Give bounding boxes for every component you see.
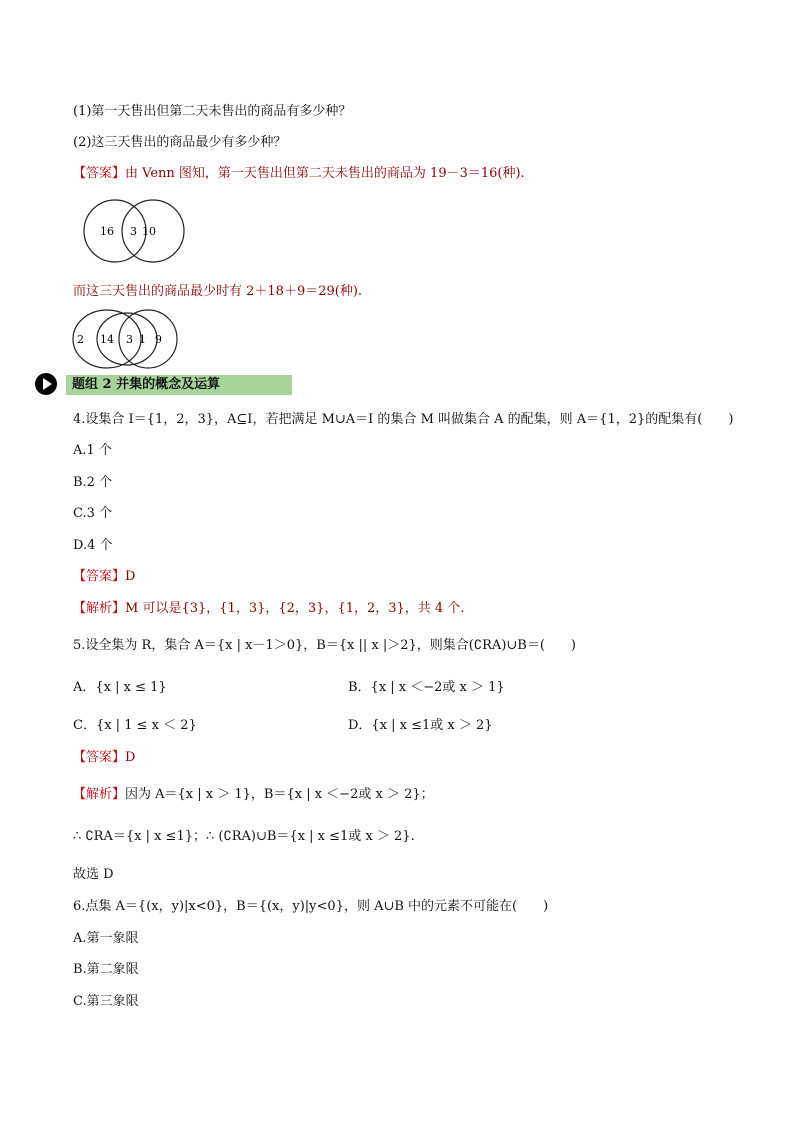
question-5-option-d: D．{x | x ≤1或 x ＞ 2} [348,718,493,733]
question-3-min-text: 而这三天售出的商品最少时有 2＋18＋9＝29(种). [73,284,363,299]
venn-diagram-2 [70,306,190,374]
question-6-option-a: A.第一象限 [73,931,139,946]
question-5-analysis-line-2: ∴ ∁RA＝{x | x ≤1}；∴ (∁RA)∪B＝{x | x ≤1或 x ＞ 2}. [73,829,415,844]
question-4-option-c: C.3 个 [73,506,113,521]
question-4-analysis [73,600,464,618]
question-5-option-a: A．{x | x ≤ 1} [73,680,167,695]
venn2-value-c: 3 [126,333,133,346]
section-header [34,372,274,398]
analysis-label: 【解析】 [73,601,126,616]
analysis-text-1: 因为 A＝{x | x ＞ 1}，B＝{x | x ＜−2或 x ＞ 2}； [125,787,434,802]
answer-label: 【答案】 [73,569,126,584]
play-circle-icon [34,372,58,396]
answer-value: D [125,750,136,765]
question-5-option-c: C．{x | 1 ≤ x ＜ 2} [73,718,197,733]
venn2-value-d: 1 [139,333,146,346]
answer-text: 由 Venn 图知，第一天售出但第二天未售出的商品为 19－3＝16(种). [125,166,525,181]
question-4-stem: 4.设集合 I＝{1，2，3}，A⊆I，若把满足 M∪A＝I 的集合 M 叫做集合 A 的配集，则 A＝{1，2}的配集有( ) [73,412,734,427]
venn2-value-b: 14 [100,333,114,346]
venn1-left-value: 16 [100,225,114,238]
answer-value: D [125,569,136,584]
question-6-stem: 6.点集 A＝{(x，y)|x<0}，B＝{(x，y)|y<0}，则 A∪B 中的元素不可能在( ) [73,899,549,914]
question-5-answer [73,749,135,767]
analysis-label: 【解析】 [73,787,126,802]
question-3-part-1: (1)第一天售出但第二天未售出的商品有多少种？ [73,104,352,119]
question-3-answer [73,165,525,183]
question-4-answer [73,568,135,586]
question-6-option-c: C.第三象限 [73,994,139,1009]
venn2-value-e: 9 [155,333,162,346]
question-5-option-b: B．{x | x ＜−2或 x ＞ 1} [348,680,505,695]
analysis-text: M 可以是{3}，{1，3}，{2，3}，{1，2，3}，共 4 个. [125,601,465,616]
section-title: 题组 2 并集的概念及运算 [66,375,292,395]
question-5-stem: 5.设全集为 R，集合 A＝{x | x－1＞0}，B＝{x || x |＞2}，则集合(∁RA)∪B＝( ) [73,638,576,653]
venn1-right-value: 10 [142,225,156,238]
venn-diagram-1 [70,198,190,268]
question-4-option-a: A.1 个 [73,443,112,458]
question-6-option-b: B.第二象限 [73,962,139,977]
answer-label: 【答案】 [73,750,126,765]
question-5-conclusion: 故选 D [73,867,114,882]
question-4-option-b: B.2 个 [73,475,113,490]
question-3-part-2: (2)这三天售出的商品最少有多少种？ [73,135,287,150]
venn1-mid-value: 3 [130,225,137,238]
question-4-option-d: D.4 个 [73,538,113,553]
question-5-analysis-line-1 [73,786,434,804]
venn2-value-a: 2 [77,333,84,346]
answer-label: 【答案】 [73,166,126,181]
